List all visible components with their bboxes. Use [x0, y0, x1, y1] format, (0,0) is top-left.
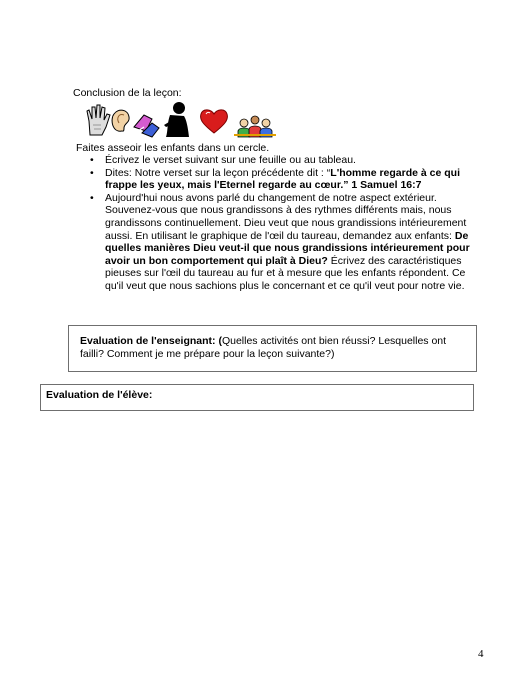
teacher-evaluation-label: Evaluation de l'enseignant: ( [80, 335, 222, 347]
list-item: • Aujourd'hui nous avons parlé du changement de notre aspect extérieur. Souvenez-vous que nous grandissons à des rythmes différents mais, nous grandissons continuellement. Dieu veut que nous grandissions intérieurement aussi. En utilisant le graphique de l'œil du taureau, demandez aux enfants: De quelles manières Dieu veut-il que nous grandissions intérieurement pour avoir un bon comportement qui plaît à Dieu? Écrivez des caractéristiques pieuses sur l'œil du taureau au fur et à mesure que les enfants répondent. Ce qu'il veut que nous sachions plus le concernant et ce qu'il veut pour notre vie. [90, 191, 470, 292]
teacher-evaluation-box [68, 325, 477, 372]
heart-icon [201, 110, 228, 133]
list-item: • Dites: Notre verset sur la leçon précédente dit : “L'homme regarde à ce qui frappe les yeux, mais l'Eternel regarde au cœur.” 1 Samuel 16:7 [90, 166, 460, 192]
page-number: 4 [478, 648, 484, 660]
instruction-list [88, 154, 473, 293]
teacher-evaluation-text: Quelles activités ont bien réussi? Lesquelles ont failli? Comment je me prépare pour la leçon suivante?) [80, 335, 447, 360]
ear-icon [112, 110, 129, 131]
hand-icon [87, 105, 110, 135]
feet-icon [134, 115, 159, 137]
lesson-icons [84, 101, 284, 141]
student-evaluation-box [40, 384, 474, 411]
intro-text: Faites asseoir les enfants dans un cercle. [76, 142, 270, 154]
conclusion-title: Conclusion de la leçon: [73, 87, 182, 99]
list-item: • Écrivez le verset suivant sur une feuille ou au tableau. [90, 154, 356, 166]
bullet-text-after: Écrivez des caractéristiques pieuses sur l'œil du taureau au fur et à mesure que les enfants répondent. Ce qu'il veut que nous sachions plus le concernant et ce qu'il veut pour notre vie. [105, 254, 466, 292]
bullet-verse: L'homme regarde à ce qui frappe les yeux, mais l'Eternel regarde au cœur.” 1 Samuel 16:7 [105, 166, 460, 192]
bullet-question: De quelles manières Dieu veut-il que nous grandissions intérieurement pour avoir un bon comportement qui plaît à Dieu? [105, 229, 470, 267]
praying-person-icon [164, 102, 189, 137]
student-evaluation-label: Evaluation de l'élève: [46, 389, 153, 401]
bullet-text: Aujourd'hui nous avons parlé du changement de notre aspect extérieur. Souvenez-vous que nous grandissons à des rythmes différents mais, nous grandissons continuellement. Dieu veut que nous grandissions intérieurement aussi. En utilisant le graphique de l'œil du taureau, demandez aux enfants: [105, 191, 467, 242]
bullet-text: Dites: Notre verset sur la leçon précédente dit : “ [105, 166, 331, 179]
children-group-icon [234, 116, 276, 137]
bullet-text: Écrivez le verset suivant sur une feuille ou au tableau. [105, 154, 356, 166]
